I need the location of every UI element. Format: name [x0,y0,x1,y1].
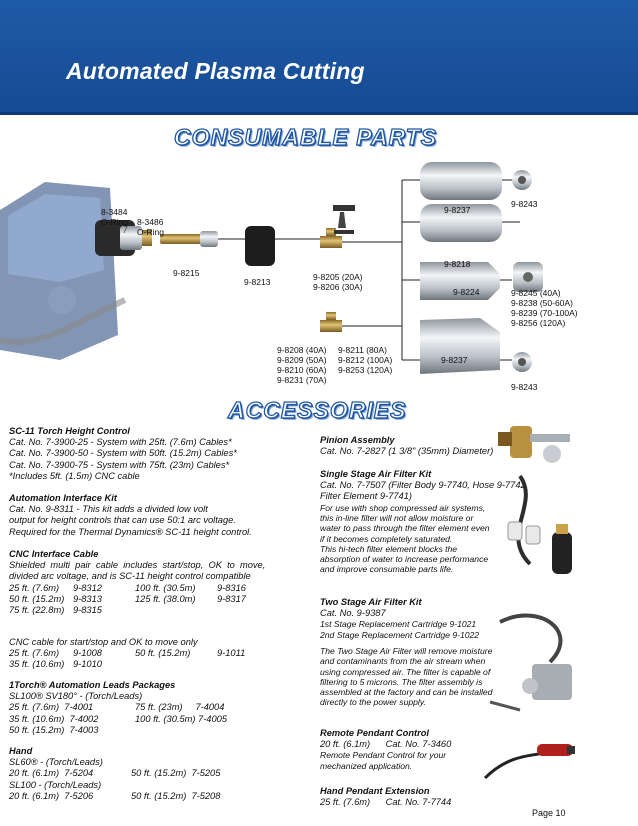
interface-kit-block [9,493,252,538]
two-stage-filter-desc: The Two Stage Air Filter will remove moisture [320,646,493,656]
remote-pendant-desc: mechanized application. [320,760,413,771]
oring-8-3484-label: 8-3484 O-Ring [101,207,128,227]
cnc-row: 50 ft. (15.2m) 9-8313 125 ft. (38.0m) 9-8317 [9,593,246,604]
automation-leads-row: 35 ft. (10.6m) 7-4002 100 ft. (30.5m) 7-4005 [9,713,227,724]
automation-leads-row: 25 ft. (7.6m) 7-4001 75 ft. (23m) 7-4004 [9,702,225,713]
cnc-start-stop-block [9,637,309,671]
start-cartridge-9-8213-image [245,226,275,266]
two-stage-filter-desc: using compressed air. The filter is capable of [320,666,491,677]
deflector-9-8243-top-image [512,170,532,190]
shield-cup-9-8237-bottom-image [420,318,500,374]
part-9-8243-top-label: 9-8243 [511,199,538,209]
single-filter-title: Single Stage Air Filter Kit [320,469,432,479]
two-stage-filter-line: 2nd Stage Replacement Cartridge 9-1022 [320,629,480,640]
cnc-cable-line: divided arc voltage, and is SC-11 height control compatible [9,571,251,582]
cnc-start-stop-row: 25 ft. (7.6m) 9-1008 50 ft. (15.2m) 9-1011 [9,648,246,659]
interface-kit-line: Required for the Thermal Dynamics® SC-11 height control. [9,526,252,537]
single-filter-desc: For use with shop compressed air systems, [320,502,486,513]
hand-block [9,746,309,802]
deflector-9-8243-bottom-image [512,352,532,372]
cnc-row: 25 ft. (7.6m) 9-8312 100 ft. (30.5m) 9-8316 [9,582,246,593]
single-filter-line: Filter Element 9-7741) [320,491,412,502]
automation-leads-block [9,680,309,736]
hand-row: 20 ft. (6.1m) 7-5206 50 ft. (15.2m) 7-5208 [9,790,221,801]
tip-9-8208-image [320,312,342,332]
hand-title: Hand [9,746,33,756]
two-stage-filter-desc: assembled at the factory and can be installed [320,687,493,698]
interface-kit-line: Cat. No. 9-8311 - This kit adds a divided low volt [9,504,208,515]
hand-pendant-line: 25 ft. (7.6m) Cat. No. 7-7744 [320,797,452,808]
two-stage-filter-title: Two Stage Air Filter Kit [320,597,422,607]
consumable-parts-heading: CONSUMABLE PARTS [174,124,438,150]
two-stage-filter-line: 1st Stage Replacement Cartridge 9-1021 [320,619,477,630]
electrode-9-8215-image [160,231,218,247]
cnc-cable-block [9,549,309,616]
part-9-8245-label: 9-8245 (40A) 9-8238 (50-60A) 9-8239 (70-100A) 9-8256 (120A) [511,288,578,328]
two-stage-filter-desc: directly to the power supply. [320,697,426,708]
page-number: Page 10 [532,808,566,818]
pinion-block [320,435,493,457]
part-9-8237-bottom-label: 9-8237 [441,355,468,365]
pinion-line: Cat. No. 7-2827 (1 3/8" (35mm) Diameter) [320,446,494,457]
cnc-cable-title: CNC Interface Cable [9,549,99,559]
interface-kit-line: output for height controls that can use 50:1 arc voltage. [9,515,236,526]
two-stage-filter-desc: and contaminants from the air stream when [320,656,486,667]
part-9-8211-label: 9-8211 (80A) 9-8212 (100A) 9-8253 (120A) [338,345,393,375]
two-stage-filter-desc: filtering to 5 microns. The filter assembly is [320,676,483,687]
sc11-block [9,426,237,482]
part-9-8243-bottom-label: 9-8243 [511,382,538,392]
single-filter-desc: this in-line filter will not allow moisture or [320,512,474,523]
remote-pendant-image [475,738,585,793]
remote-pendant-title: Remote Pendant Control [320,728,429,738]
part-9-8213-label: 9-8213 [244,277,271,287]
part-9-8224-label: 9-8224 [453,287,480,297]
single-filter-desc: if it becomes completely saturated. [320,533,453,544]
part-9-8205-label: 9-8205 (20A) 9-8206 (30A) [313,272,363,292]
hand-line: SL100 - (Torch/Leads) [9,779,102,790]
remote-pendant-line: 20 ft. (6.1m) Cat. No. 7-3460 [320,739,452,750]
remote-pendant-block [320,728,451,771]
page-title: Automated Plasma Cutting [66,58,365,84]
sc11-title: SC-11 Torch Height Control [9,426,130,436]
cnc-row: 75 ft. (22.8m) 9-8315 [9,605,102,616]
part-9-8215-label: 9-8215 [173,268,200,278]
automation-leads-line: SL100® SV180° - (Torch/Leads) [9,691,143,702]
accessories-heading: ACCESSORIES [228,397,407,423]
header-rule [0,112,638,115]
hand-row: 20 ft. (6.1m) 7-5204 50 ft. (15.2m) 7-5205 [9,768,221,779]
cnc-cable-line: Shielded multi pair cable includes start/stop, OK to move, [9,560,266,571]
part-9-8208-label: 9-8208 (40A) 9-8209 (50A) 9-8210 (60A) 9-8231 (70A) [277,345,327,385]
automation-leads-title: 1Torch® Automation Leads Packages [9,680,176,690]
single-filter-desc: and improve consumable parts life. [320,564,454,575]
sc11-line: *Includes 5ft. (1.5m) CNC cable [9,470,140,481]
single-filter-line: Cat. No. 7-7507 (Filter Body 9-7740, Hose 9-7742, [320,480,529,491]
sc11-line: Cat. No. 7-3900-75 - System with 75ft. (23m) Cables* [9,459,230,470]
automation-leads-row: 50 ft. (15.2m) 7-4003 [9,724,99,735]
pinion-title: Pinion Assembly [320,435,395,445]
hand-pendant-block [320,786,451,808]
cnc-start-stop-row: 35 ft. (10.6m) 9-1010 [9,659,102,670]
warning-icon [333,205,355,234]
two-stage-filter-line: Cat. No. 9-9387 [320,608,386,619]
single-filter-image [490,474,585,584]
header-band [0,0,638,112]
single-filter-desc: water to pass through the filter element even [320,523,490,534]
sc11-line: Cat. No. 7-3900-50 - System with 50ft. (15.2m) Cables* [9,448,237,459]
part-9-8237-top-label: 9-8237 [444,205,471,215]
pinion-assembly-image [490,418,585,468]
oring-8-3486-label: 8-3486 O-Ring [137,217,164,237]
two-stage-filter-image [480,602,590,722]
remote-pendant-desc: Remote Pendant Control for your [320,750,447,761]
two-stage-filter-block [320,597,492,708]
sc11-line: Cat. No. 7-3900-25 - System with 25ft. (7.6m) Cables* [9,437,232,448]
part-9-8218-label: 9-8218 [444,259,471,269]
cnc-start-stop-line: CNC cable for start/stop and OK to move only [9,637,198,647]
single-filter-desc: This hi-tech filter element blocks the [320,543,458,554]
hand-line: SL60® - (Torch/Leads) [9,757,103,768]
single-filter-desc: absorption of water to increase performance [320,554,489,565]
hand-pendant-title: Hand Pendant Extension [320,786,430,796]
shield-cup-9-8237-top-image [420,162,502,200]
interface-kit-title: Automation Interface Kit [9,493,117,503]
